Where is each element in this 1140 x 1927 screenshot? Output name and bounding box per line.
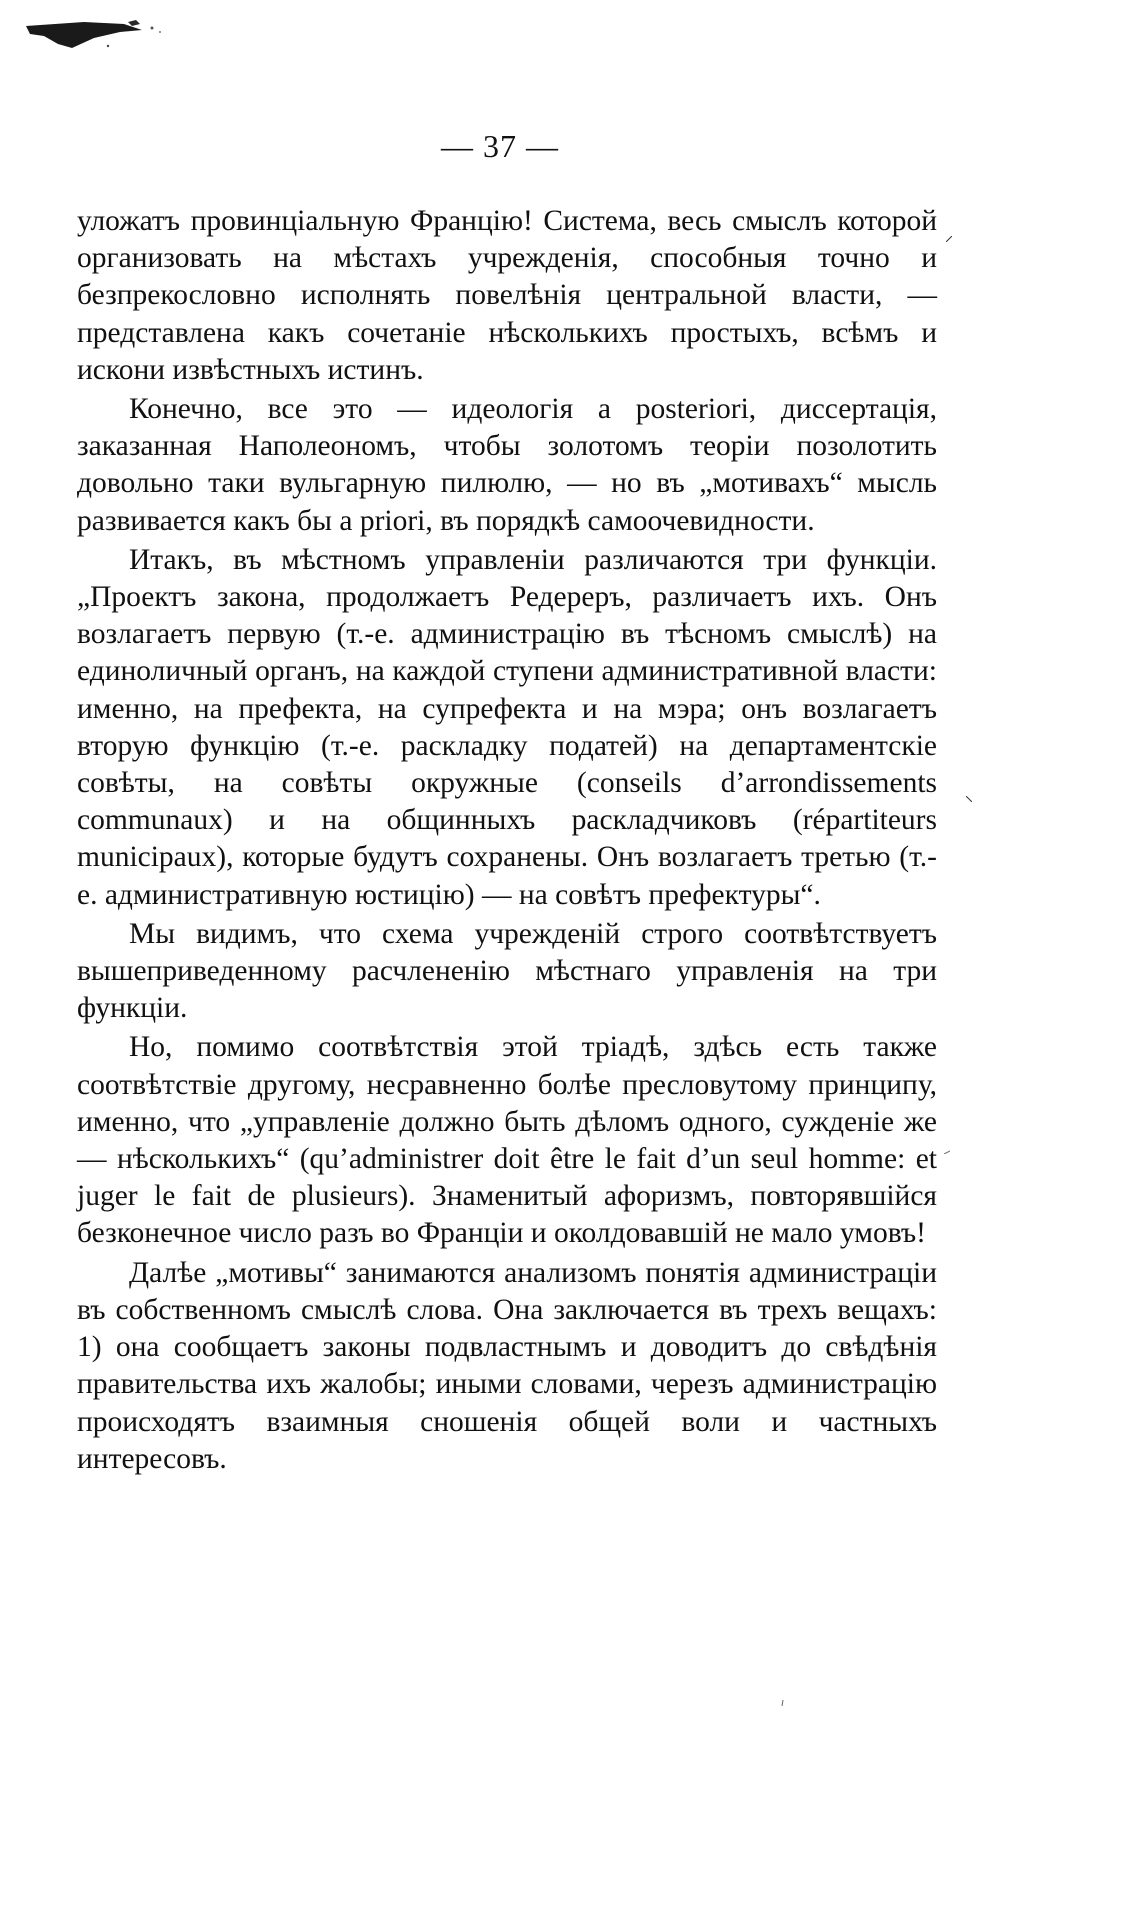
paragraph: уложатъ провинціальную Францію! Система, весь смыслъ которой организовать на мѣстахъ учрежденія, способныя точно и безпрекословно исполнять повелѣнія центральной власти, — представлена какъ сочетаніе нѣсколькихъ простыхъ, всѣмъ и искони извѣстныхъ истинъ. [77, 205, 937, 386]
page-number: — 37 — [441, 128, 559, 164]
stray-mark [780, 1700, 786, 1706]
paragraph: Далѣе „мотивы“ занимаются анализомъ понятія администраціи въ собственномъ смыслѣ слова. Она заключается въ трехъ вещахъ: 1) она сообщаетъ законы подвластнымъ и доводитъ до свѣдѣнія правительства ихъ жалобы; иными словами, черезъ администрацію происходятъ взаимныя сношенія общей воли и частныхъ интересовъ. [77, 1256, 937, 1475]
paragraph: Итакъ, въ мѣстномъ управленіи различаются три функціи. „Проектъ закона, продолжаетъ Редереръ, различаетъ ихъ. Онъ возлагаетъ первую (т.-е. администрацію въ тѣсномъ смыслѣ) на единоличный органъ, на каждой ступени административной власти: именно, на префекта, на супрефекта и на мэра; онъ возлагаетъ вторую функцію (т.-е. раскладку податей) на департаментскіе совѣты, на совѣты окружные (conseils d’arrondissements communaux) и на общинныхъ раскладчиковъ (répartiteurs municipaux), которые будутъ сохранены. Онъ возлагаетъ третью (т.-е. административную юстицію) — на совѣтъ префектуры“. [77, 543, 937, 911]
body-text [77, 203, 937, 1478]
paragraph: Мы видимъ, что схема учрежденій строго соотвѣтствуетъ вышеприведенному расчлененію мѣстнаго управленія на три функціи. [77, 917, 937, 1025]
paragraph: Конечно, все это — идеологія a posteriori, диссертація, заказанная Наполеономъ, чтобы золотомъ теоріи позолотить довольно таки вульгарную пилюлю, — но въ „мотивахъ“ мысль развивается какъ бы a priori, въ порядкѣ самоочевидности. [77, 393, 937, 537]
stray-mark [944, 1148, 950, 1154]
ink-smudge-mark [24, 18, 164, 58]
stray-mark [946, 236, 952, 242]
stray-mark [966, 796, 972, 802]
paragraph: Но, помимо соотвѣтствія этой тріадѣ, здѣсь есть также соотвѣтствіе другому, несравненно болѣе пресловутому принципу, именно, что „управленіе должно быть дѣломъ одного, сужденіе же — нѣсколькихъ“ (qu’administrer doit être le fait d’un seul homme: et juger le fait de plusieurs). Знаменитый афоризмъ, повторявшійся безконечное число разъ во Франціи и околдовавшій не мало умовъ! [77, 1031, 937, 1250]
